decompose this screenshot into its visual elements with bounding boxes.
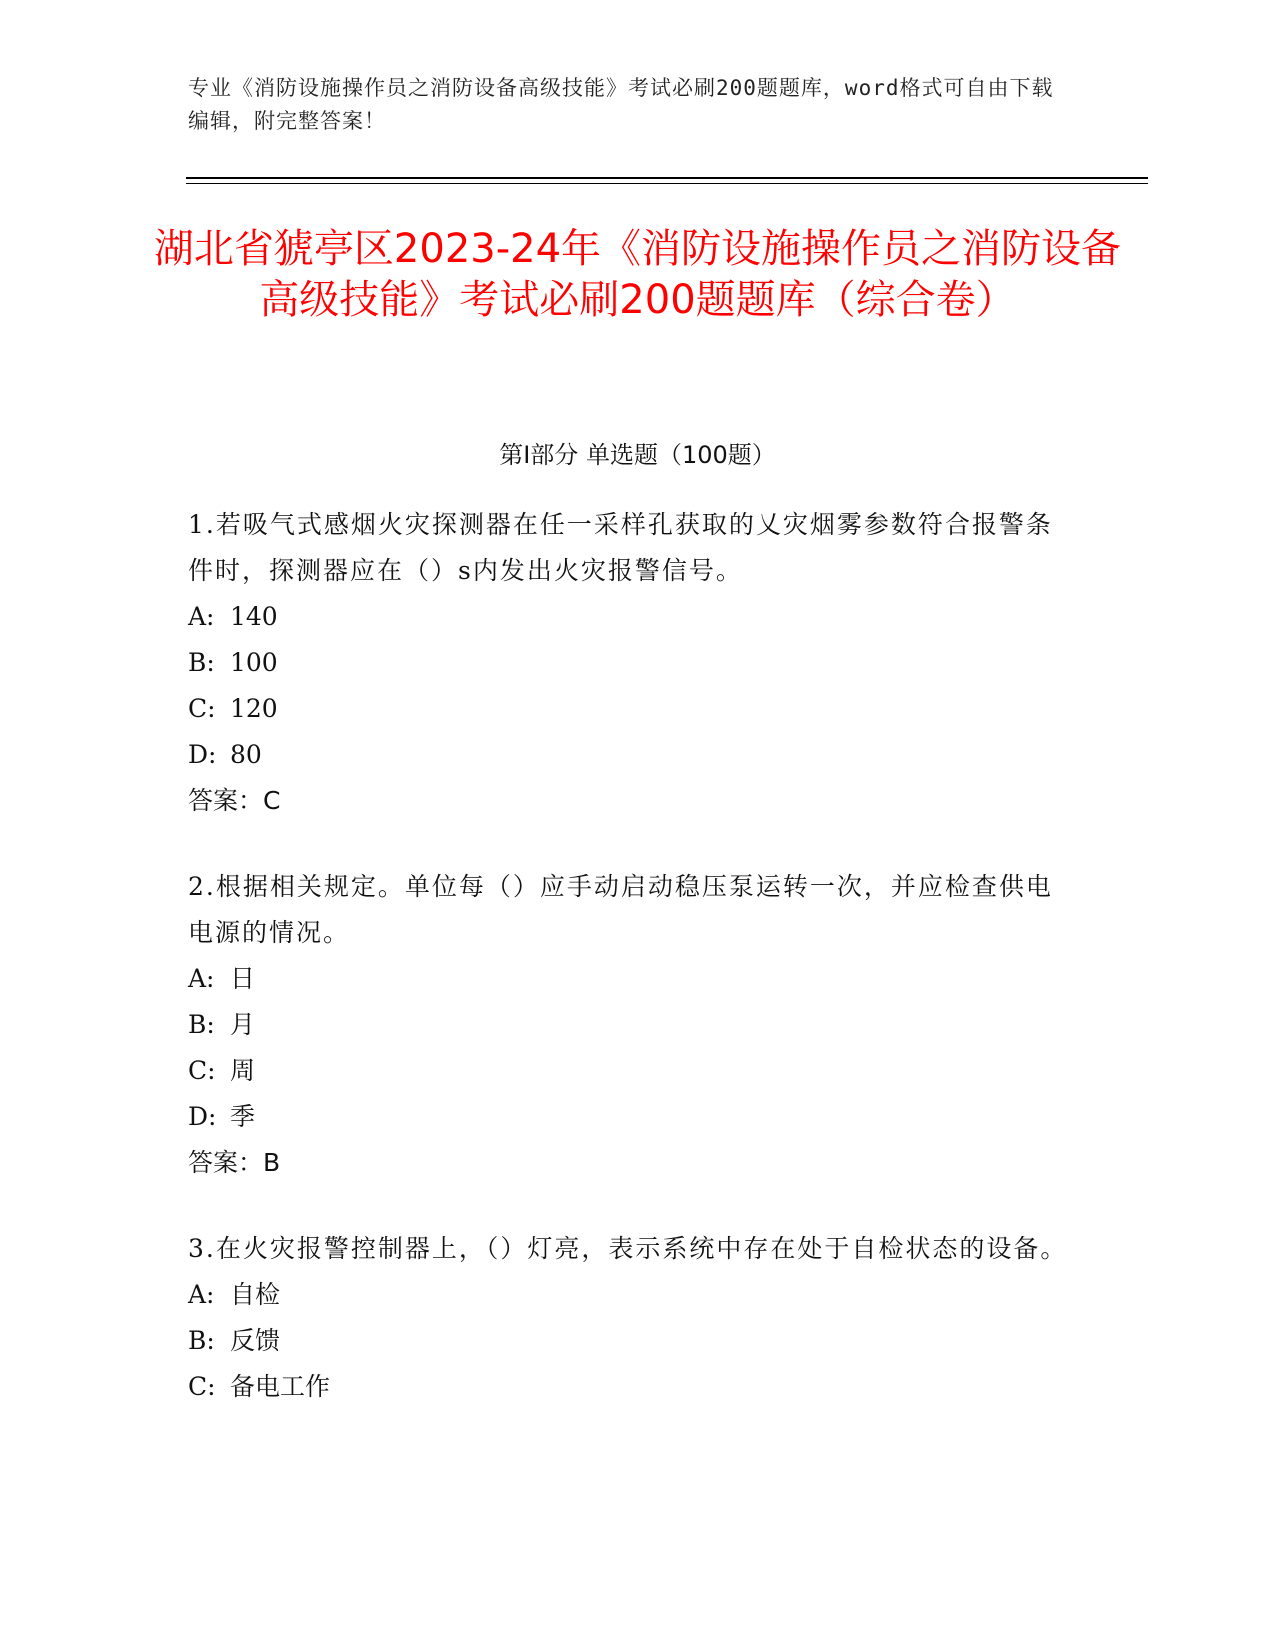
option-letter: C: bbox=[188, 1372, 216, 1401]
option-value: 月 bbox=[230, 1010, 256, 1039]
option-letter: A: bbox=[188, 1280, 215, 1309]
option-value: 周 bbox=[230, 1056, 256, 1085]
answer: 答案：C bbox=[188, 786, 281, 815]
option-value: 日 bbox=[230, 964, 256, 993]
option-letter: C: bbox=[188, 694, 216, 723]
option-value: 自检 bbox=[230, 1280, 281, 1309]
document-title: 湖北省猇亭区2023-24年《消防设施操作员之消防设备高级技能》考试必刷200题题库（综合卷） bbox=[153, 226, 1122, 323]
header-rule-thick bbox=[186, 177, 1148, 179]
option-value: 80 bbox=[230, 740, 262, 769]
option-b bbox=[188, 1318, 1068, 1364]
option-a bbox=[188, 956, 1068, 1002]
option-letter: D: bbox=[188, 740, 217, 769]
option-c bbox=[188, 1048, 1068, 1094]
option-letter: D: bbox=[188, 1102, 217, 1131]
option-b bbox=[188, 1002, 1068, 1048]
question-text: 2.根据相关规定。单位每（）应手动启动稳压泵运转一次，并应检查供电电源的情况。 bbox=[188, 872, 1053, 947]
option-d bbox=[188, 1094, 1068, 1140]
question-text: 3.在火灾报警控制器上，（）灯亮，表示系统中存在处于自检状态的设备。 bbox=[188, 1234, 1068, 1263]
option-value: 季 bbox=[230, 1102, 256, 1131]
header-note: 专业《消防设施操作员之消防设备高级技能》考试必刷200题题库，word格式可自由下载编辑，附完整答案！ bbox=[188, 76, 1054, 133]
answer: 答案：B bbox=[188, 1148, 281, 1177]
option-c bbox=[188, 686, 1068, 732]
question-2 bbox=[188, 864, 1068, 1186]
option-letter: B: bbox=[188, 1010, 215, 1039]
option-letter: A: bbox=[188, 602, 215, 631]
header-rule-thin bbox=[186, 183, 1148, 184]
option-value: 备电工作 bbox=[230, 1372, 331, 1401]
question-3 bbox=[188, 1226, 1068, 1410]
option-b bbox=[188, 640, 1068, 686]
option-letter: C: bbox=[188, 1056, 216, 1085]
question-text: 1.若吸气式感烟火灾探测器在任一采样孔获取的乂灾烟雾参数符合报警条件时，探测器应在（）s内发出火灾报警信号。 bbox=[188, 510, 1053, 585]
option-letter: B: bbox=[188, 648, 215, 677]
option-a bbox=[188, 1272, 1068, 1318]
option-d bbox=[188, 732, 1068, 778]
option-value: 反馈 bbox=[230, 1326, 281, 1355]
section-title: 第Ⅰ部分 单选题（100题） bbox=[499, 441, 776, 469]
option-value: 120 bbox=[230, 694, 278, 723]
option-letter: A: bbox=[188, 964, 215, 993]
option-value: 140 bbox=[230, 602, 278, 631]
option-letter: B: bbox=[188, 1326, 215, 1355]
question-1 bbox=[188, 502, 1068, 824]
option-value: 100 bbox=[230, 648, 278, 677]
option-c bbox=[188, 1364, 1068, 1410]
option-a bbox=[188, 594, 1068, 640]
